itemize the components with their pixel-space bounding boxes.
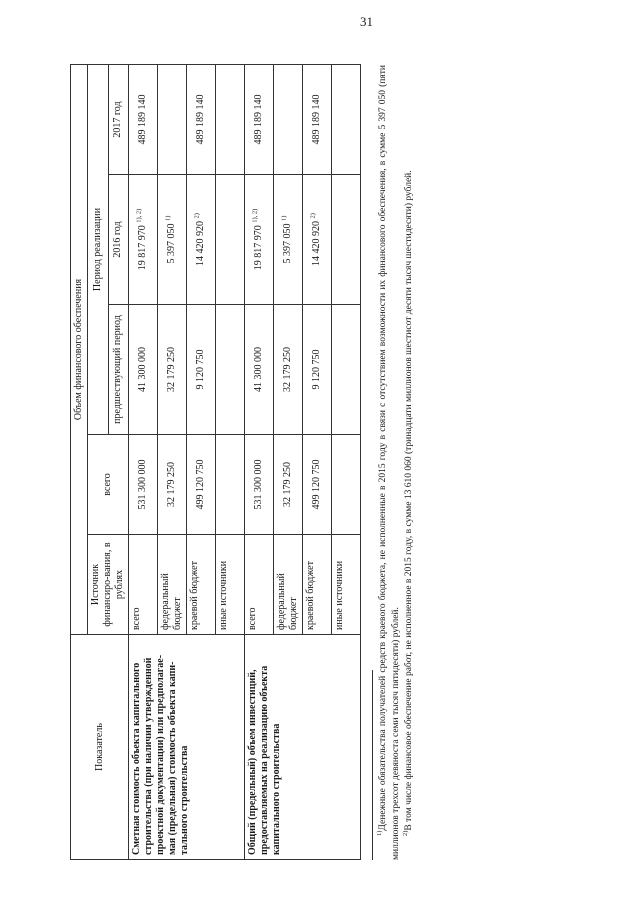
previous-cell: 41 300 000 — [129, 305, 158, 435]
header-2016: 2016 год — [108, 175, 129, 305]
y2016-value: 14 420 920 — [195, 220, 206, 266]
y2016-cell — [158, 175, 187, 305]
source-cell: краевой бюджет — [187, 535, 216, 635]
table-row — [245, 65, 274, 860]
y2016-cell — [274, 175, 303, 305]
rotated-sheet — [70, 65, 470, 860]
indicator-estimated-cost: Сметная стоимость объекта капитального строительства (при наличии утвержденной проектной документации) или предполагае-мая (предельная) стоимость объекта капи-тального строительства — [129, 635, 245, 860]
y2016-value: 5 397 050 — [166, 223, 177, 264]
source-cell: иные источники — [332, 535, 361, 635]
y2016-value: 19 817 970 — [137, 225, 148, 271]
table-row — [129, 65, 158, 860]
footnote-ref: 1), 2) — [135, 208, 143, 223]
indicator-total-investment: Общий (предельный) объем инвестиций, предоставляемых на реализацию объекта капитального строительства — [245, 635, 361, 860]
previous-cell — [332, 305, 361, 435]
header-period: Период реализации — [88, 65, 109, 435]
page-number: 31 — [360, 14, 373, 29]
y2016-value: 14 420 920 — [311, 220, 322, 266]
total-cell — [216, 435, 245, 535]
y2016-cell — [332, 175, 361, 305]
total-cell: 499 120 750 — [187, 435, 216, 535]
previous-cell: 41 300 000 — [245, 305, 274, 435]
y2017-cell — [274, 65, 303, 175]
total-cell: 531 300 000 — [129, 435, 158, 535]
header-indicator: Показатель — [71, 635, 129, 860]
y2017-cell: 489 189 140 — [187, 65, 216, 175]
y2016-cell — [303, 175, 332, 305]
header-source: Источник финансиро-вания, в рублях — [88, 535, 129, 635]
total-cell: 499 120 750 — [303, 435, 332, 535]
y2017-cell: 489 189 140 — [129, 65, 158, 175]
y2016-cell — [216, 175, 245, 305]
y2017-cell — [158, 65, 187, 175]
footnote-text: Денежные обязательства получателей средств краевого бюджета, не исполненные в 2015 году в связи с отсутствием возможности их финансового обеспечения, в сумме 5 397 050 (пяти миллионов трехсот девяноста семи тысяч пятидесяти) рублей. — [378, 65, 401, 860]
footnote-ref: 2) — [193, 213, 201, 219]
y2016-cell — [129, 175, 158, 305]
footnotes — [372, 65, 415, 860]
source-cell: иные источники — [216, 535, 245, 635]
header-total: всего — [88, 435, 129, 535]
previous-cell: 32 179 250 — [158, 305, 187, 435]
source-cell: федеральный бюджет — [274, 535, 303, 635]
footnote-ref: 1), 2) — [251, 208, 259, 223]
total-cell — [332, 435, 361, 535]
previous-cell: 9 120 750 — [187, 305, 216, 435]
y2016-cell — [187, 175, 216, 305]
source-cell: всего — [245, 535, 274, 635]
source-cell: всего — [129, 535, 158, 635]
footnote-1 — [377, 65, 403, 860]
footnote-ref: 1) — [164, 215, 172, 221]
total-cell: 32 179 250 — [274, 435, 303, 535]
y2016-value: 19 817 970 — [253, 225, 264, 271]
y2016-cell — [245, 175, 274, 305]
previous-cell — [216, 305, 245, 435]
previous-cell: 9 120 750 — [303, 305, 332, 435]
source-cell: федеральный бюджет — [158, 535, 187, 635]
footnote-mark: 2) — [401, 830, 409, 836]
source-cell: краевой бюджет — [303, 535, 332, 635]
header-funding-volume: Объем финансового обеспечения — [71, 65, 88, 635]
total-cell: 32 179 250 — [158, 435, 187, 535]
y2017-cell — [332, 65, 361, 175]
footnote-mark: 1) — [375, 830, 383, 836]
y2016-value: 5 397 050 — [282, 223, 293, 264]
footnote-2 — [403, 65, 416, 860]
footnote-text: В том числе финансовое обеспечение работ, не исполненное в 2015 году, в сумме 13 610 060 (тринадцати миллионов шестисот десяти тысяч шестидесяти) рублей. — [403, 170, 414, 831]
y2017-cell — [216, 65, 245, 175]
previous-cell: 32 179 250 — [274, 305, 303, 435]
footnote-divider — [372, 670, 373, 860]
footnote-ref: 2) — [309, 213, 317, 219]
header-previous-period: предшествующий период — [108, 305, 129, 435]
financing-table — [70, 64, 361, 860]
y2017-cell: 489 189 140 — [245, 65, 274, 175]
y2017-cell: 489 189 140 — [303, 65, 332, 175]
total-cell: 531 300 000 — [245, 435, 274, 535]
header-2017: 2017 год — [108, 65, 129, 175]
footnote-ref: 1) — [280, 215, 288, 221]
